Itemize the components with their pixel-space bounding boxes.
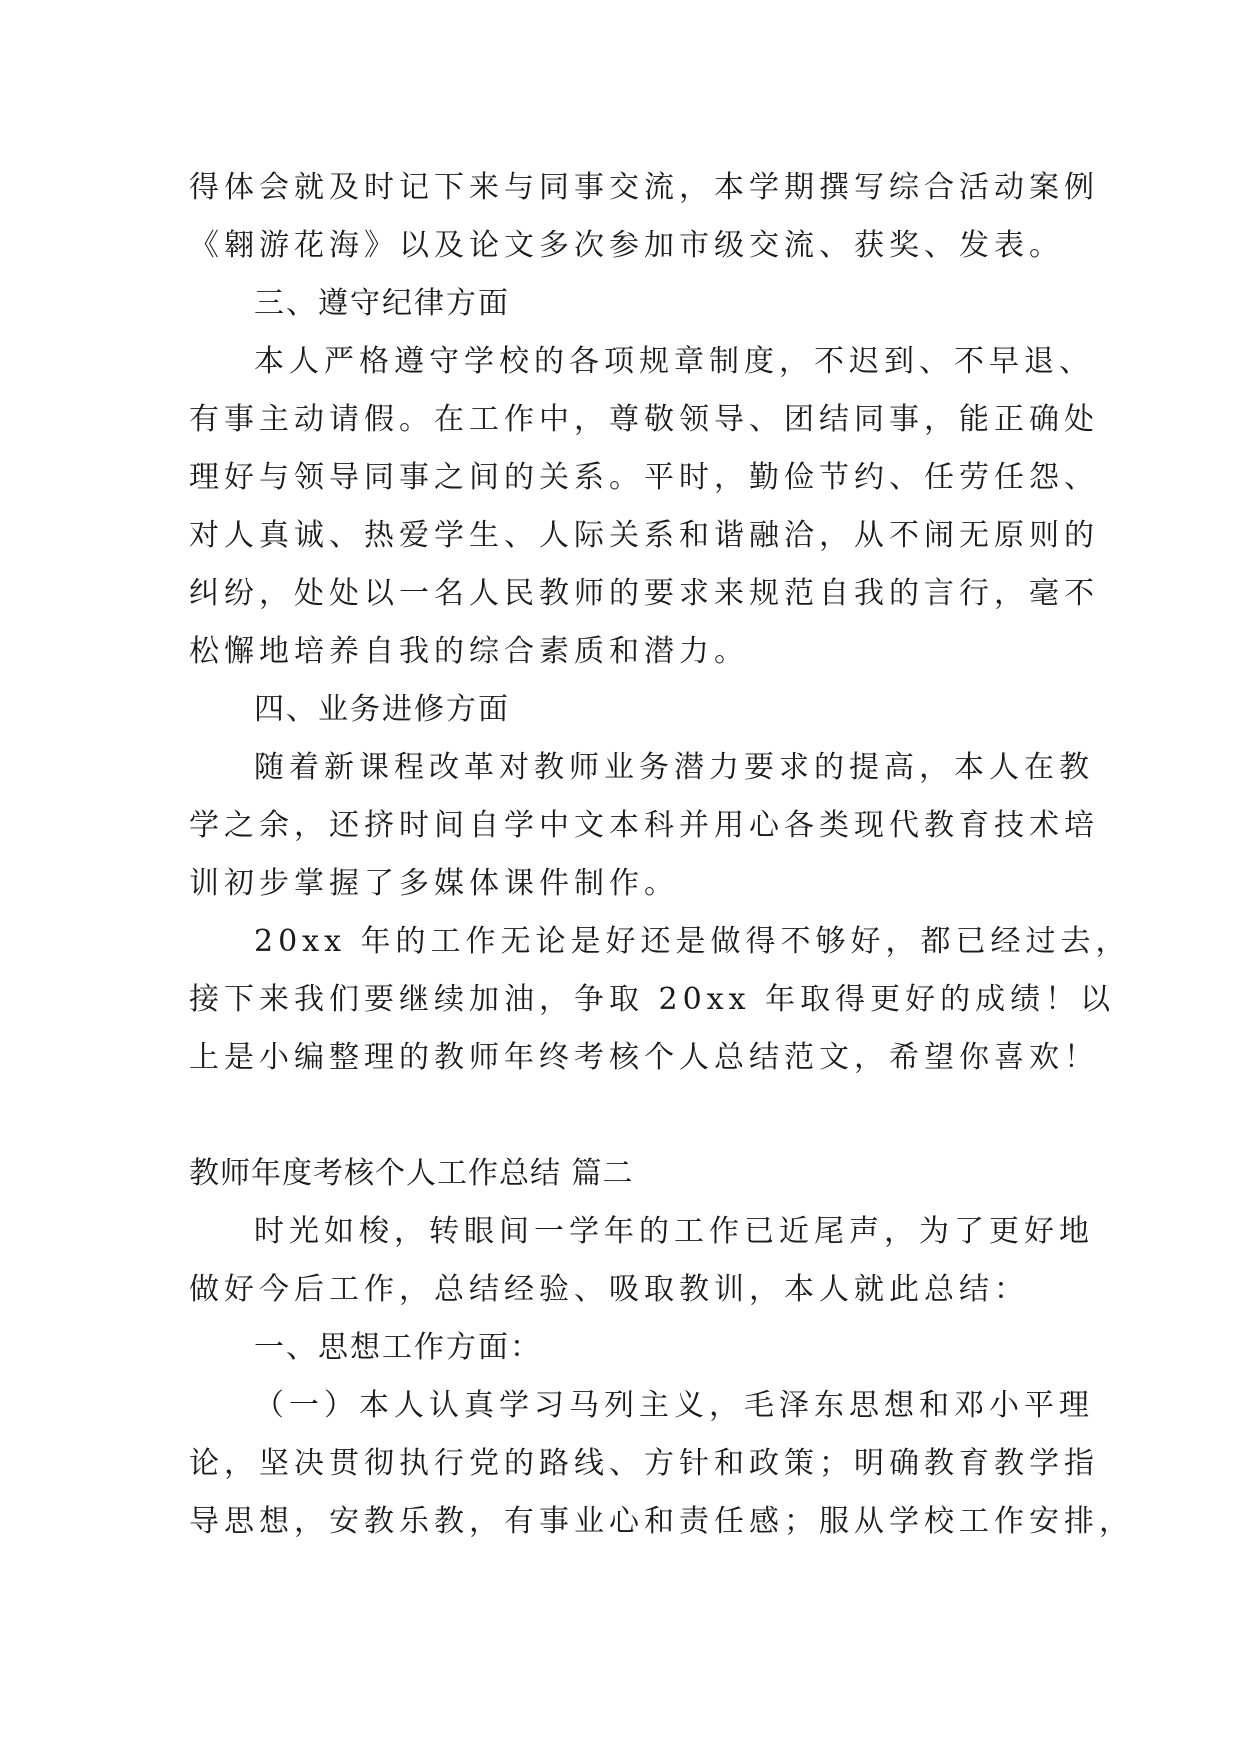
paragraph-line: 接下来我们要继续加油，争取 20xx 年取得更好的成绩！以	[189, 982, 1116, 1017]
paragraph-line: 对人真诚、热爱学生、人际关系和谐融洽，从不闹无原则的	[189, 518, 1099, 553]
paragraph-line: （一）本人认真学习马列主义，毛泽东思想和邓小平理	[254, 1388, 1094, 1423]
paragraph-line: 理好与领导同事之间的关系。平时，勤俭节约、任劳任怨、	[189, 460, 1099, 495]
section-heading: 一、思想工作方面：	[254, 1330, 542, 1365]
paragraph-line: 《翱游花海》以及论文多次参加市级交流、获奖、发表。	[189, 228, 1064, 263]
paragraph-line: 纠纷，处处以一名人民教师的要求来规范自我的言行，毫不	[189, 576, 1099, 611]
paragraph-line: 做好今后工作，总结经验、吸取教训，本人就此总结：	[189, 1272, 1029, 1307]
paragraph-line: 导思想，安教乐教，有事业心和责任感；服从学校工作安排，	[189, 1504, 1134, 1539]
paragraph-line: 松懈地培养自我的综合素质和潜力。	[189, 634, 749, 669]
paragraph-line: 本人严格遵守学校的各项规章制度，不迟到、不早退、	[254, 344, 1094, 379]
paragraph-line: 上是小编整理的教师年终考核个人总结范文，希望你喜欢！	[189, 1040, 1099, 1075]
paragraph-line: 训初步掌握了多媒体课件制作。	[189, 866, 679, 901]
paragraph-line: 随着新课程改革对教师业务潜力要求的提高，本人在教	[254, 750, 1094, 785]
paragraph-line: 学之余，还挤时间自学中文本科并用心各类现代教育技术培	[189, 808, 1099, 843]
chapter-title: 教师年度考核个人工作总结 篇二	[189, 1156, 634, 1191]
section-heading: 三、遵守纪律方面	[254, 286, 510, 321]
paragraph-line: 20xx 年的工作无论是好还是做得不够好，都已经过去，	[254, 924, 1131, 959]
paragraph-line: 时光如梭，转眼间一学年的工作已近尾声，为了更好地	[254, 1214, 1094, 1249]
paragraph-line: 有事主动请假。在工作中，尊敬领导、团结同事，能正确处	[189, 402, 1099, 437]
paragraph-line: 得体会就及时记下来与同事交流，本学期撰写综合活动案例	[189, 170, 1099, 205]
section-heading: 四、业务进修方面	[254, 692, 510, 727]
paragraph-line: 论，坚决贯彻执行党的路线、方针和政策；明确教育教学指	[189, 1446, 1099, 1481]
